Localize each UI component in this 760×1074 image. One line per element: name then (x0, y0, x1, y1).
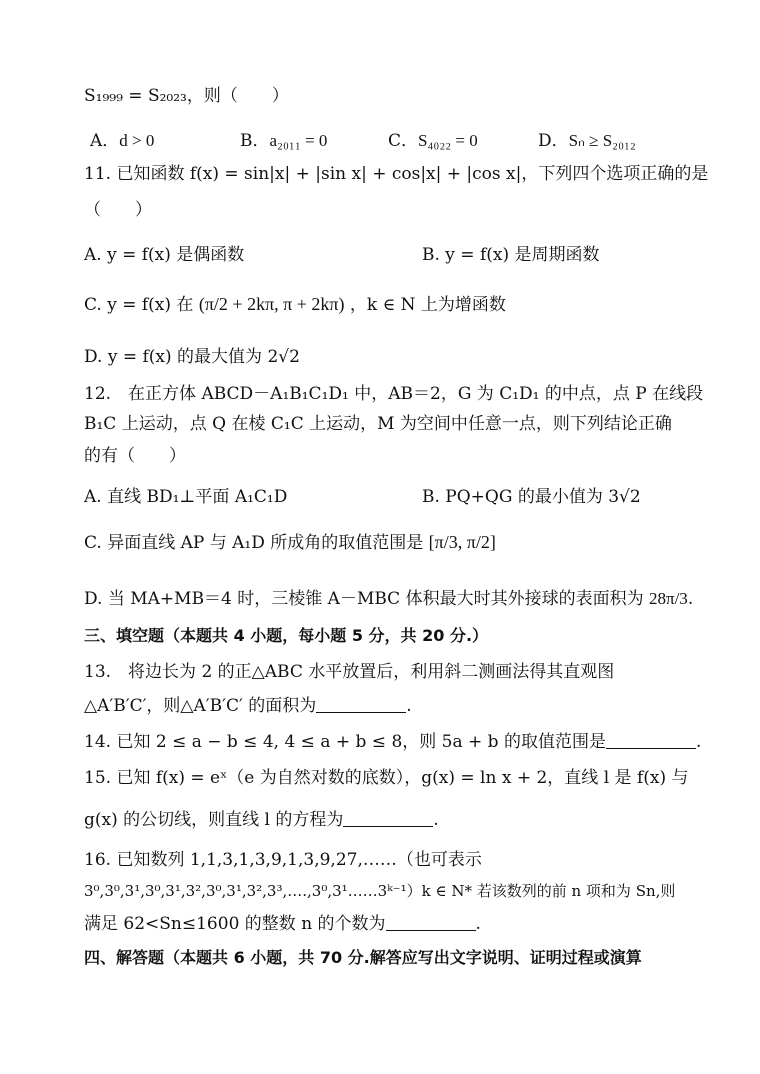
q12-option-c (84, 528, 496, 553)
section-3-heading: 三、填空题（本题共 4 小题，每小题 5 分，共 20 分.） (84, 626, 489, 645)
q15-period: . (433, 810, 439, 830)
answer-blank[interactable] (343, 812, 433, 827)
q10-option-a (90, 126, 154, 151)
q11-stem: 11. 已知函数 f(x) = sin|x| + |sin x| + cos|x| + |cos x|，下列四个选项正确的是 (84, 164, 709, 184)
option-value: 28π/3 (649, 589, 688, 608)
q10-option-d (538, 126, 636, 151)
answer-blank[interactable] (386, 916, 476, 931)
q10-option-b (240, 126, 327, 151)
q12-line-1: 12. 在正方体 ABCD－A₁B₁C₁D₁ 中，AB＝2，G 为 C₁D₁ 的中点，点 P 在线段 (84, 384, 704, 404)
q16-line-2: 3⁰,3⁰,3¹,3⁰,3¹,3²,3⁰,3¹,3²,3³,….,3⁰,3¹……3ᵏ⁻¹）k ∈ N* 若该数列的前 n 项和为 Sn,则 (84, 882, 676, 900)
answer-blank[interactable] (606, 734, 696, 749)
q11-paren: （ ） (84, 200, 152, 220)
option-prefix: C. y = f(x) 在 (84, 295, 194, 315)
q13-period: . (406, 696, 412, 716)
option-interval: [π/3, π/2] (428, 532, 496, 552)
option-text: Sₙ ≥ S₂₀₁₂ (568, 131, 636, 150)
q14-line (84, 734, 701, 751)
option-letter: A． (90, 131, 120, 151)
option-letter: B． (240, 131, 270, 151)
q15-line-2 (84, 812, 439, 829)
q10-stem: S₁₉₉₉ = S₂₀₂₃，则（ ） (84, 86, 289, 106)
option-prefix: C. 异面直线 AP 与 A₁D 所成角的取值范围是 (84, 533, 424, 553)
option-text: d > 0 (119, 131, 155, 150)
q13-line-2 (84, 698, 412, 715)
option-prefix: D. 当 MA+MB＝4 时，三棱锥 A－MBC 体积最大时其外接球的表面积为 (84, 589, 644, 609)
q11-option-a: A. y = f(x) 是偶函数 (84, 245, 245, 265)
q15-line-1: 15. 已知 f(x) = eˣ（e 为自然对数的底数），g(x) = ln x + 2，直线 l 是 f(x) 与 (84, 768, 689, 788)
q16-period: . (475, 914, 481, 934)
q16-line-1: 16. 已知数列 1,1,3,1,3,9,1,3,9,27,……（也可表示 (84, 850, 482, 870)
q10-option-c (388, 126, 478, 151)
option-text: a₂₀₁₁ = 0 (269, 131, 328, 150)
q11-option-d: D. y = f(x) 的最大值为 2√2 (84, 347, 300, 367)
q12-option-a: A. 直线 BD₁⊥平面 A₁C₁D (84, 487, 288, 507)
q16-text: 满足 62<Sn≤1600 的整数 n 的个数为 (84, 914, 386, 934)
q12-line-3: 的有（ ） (84, 446, 186, 466)
option-letter: C． (388, 131, 419, 151)
option-text: S₄₀₂₂ = 0 (418, 131, 478, 150)
q12-option-d (84, 584, 693, 609)
option-suffix: . (687, 589, 694, 609)
q14-text: 14. 已知 2 ≤ a − b ≤ 4, 4 ≤ a + b ≤ 8，则 5a + b 的取值范围是 (84, 732, 606, 752)
q16-line-3 (84, 916, 481, 933)
q15-text: g(x) 的公切线，则直线 l 的方程为 (84, 810, 344, 830)
q14-period: . (695, 732, 702, 752)
option-interval: (π/2 + 2kπ, π + 2kπ) (198, 294, 345, 314)
q13-text: △A′B′C′，则△A′B′C′ 的面积为 (84, 696, 317, 716)
q11-option-c (84, 290, 506, 315)
q12-option-b: B. PQ+QG 的最小值为 3√2 (422, 487, 641, 507)
answer-blank[interactable] (316, 698, 406, 713)
section-4-heading: 四、解答题（本题共 6 小题，共 70 分.解答应写出文字说明、证明过程或演算 (84, 948, 642, 967)
q13-line-1: 13. 将边长为 2 的正△ABC 水平放置后，利用斜二测画法得其直观图 (84, 662, 615, 682)
option-letter: D． (538, 131, 569, 151)
option-suffix: ，k ∈ N 上为增函数 (349, 295, 506, 315)
q12-line-2: B₁C 上运动，点 Q 在棱 C₁C 上运动，M 为空间中任意一点，则下列结论正确 (84, 414, 672, 434)
q11-option-b: B. y = f(x) 是周期函数 (422, 245, 600, 265)
